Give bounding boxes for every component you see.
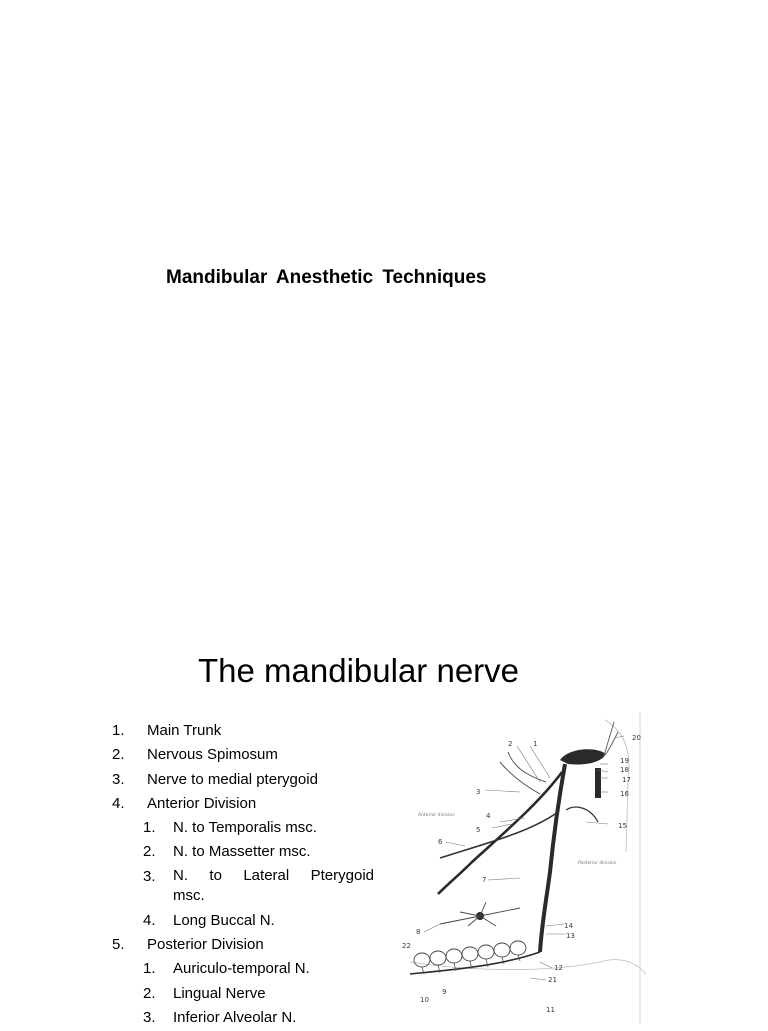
diagram-label: 9 [442, 988, 447, 996]
list-number: 5. [112, 936, 125, 954]
list-number: 2. [112, 746, 125, 764]
list-label: Auriculo-temporal N. [173, 960, 310, 978]
sub-list-item [112, 1007, 374, 1031]
list-label: N. to Massetter msc. [173, 843, 311, 861]
list-number: 1. [143, 960, 156, 978]
list-label-line: N. to Lateral Pterygoid [173, 866, 374, 884]
diagram-label: 11 [546, 1006, 555, 1014]
sub-list-item [112, 841, 374, 865]
list-item [112, 934, 374, 958]
list-number: 2. [143, 984, 156, 1002]
list-label: Lingual Nerve [173, 984, 266, 1002]
list-label: Long Buccal N. [173, 911, 275, 929]
nerve-diagram-svg [400, 712, 650, 1024]
list-number: 3. [143, 1008, 156, 1026]
diagram-label: 2 [508, 740, 513, 748]
list-label [173, 866, 374, 906]
diagram-label: 15 [618, 822, 627, 830]
diagram-label: 21 [548, 976, 557, 984]
diagram-label: 8 [416, 928, 421, 936]
diagram-label: 16 [620, 790, 629, 798]
list-label: Posterior Division [147, 936, 264, 954]
list-item [112, 744, 374, 768]
diagram-label: 12 [554, 964, 563, 972]
diagram-label: 14 [564, 922, 573, 930]
diagram-label: 20 [632, 734, 641, 742]
list-label-line: msc. [173, 886, 205, 904]
list-label: N. to Temporalis msc. [173, 819, 317, 837]
list-label: Main Trunk [147, 722, 222, 739]
diagram-annotation: Posterior division [578, 861, 617, 866]
muscle-block [595, 768, 601, 798]
list-number: 4. [143, 911, 156, 929]
diagram-label: 19 [620, 757, 629, 765]
diagram-label: 5 [476, 826, 481, 834]
list-label: Nervous Spimosum [147, 746, 278, 764]
list-label: Inferior Alveolar N. [173, 1008, 297, 1026]
sub-list-item [112, 958, 374, 982]
diagram-label: 10 [420, 996, 429, 1004]
diagram-label: 6 [438, 838, 443, 846]
diagram-label: 7 [482, 876, 487, 884]
diagram-label: 18 [620, 766, 629, 774]
mandibular-nerve-diagram [400, 712, 650, 1024]
diagram-label: 4 [486, 812, 491, 820]
list-item [112, 720, 374, 744]
diagram-label: 3 [476, 788, 481, 796]
diagram-label: 17 [622, 776, 631, 784]
diagram-label: 13 [566, 932, 575, 940]
list-number: 4. [112, 794, 125, 812]
slide-title: The mandibular nerve [198, 652, 520, 689]
sub-list-item [112, 866, 374, 910]
sub-list-item [112, 817, 374, 841]
diagram-annotation: Anterior division [418, 813, 455, 818]
sub-list-item [112, 910, 374, 934]
diagram-label: 22 [402, 942, 411, 950]
list-label: Anterior Division [147, 794, 257, 812]
list-number: 3. [143, 867, 156, 885]
diagram-label: 1 [533, 740, 538, 748]
sub-list-item [112, 983, 374, 1007]
list-number: 1. [112, 722, 125, 739]
list-item [112, 769, 374, 793]
list-item [112, 793, 374, 817]
document-title: Mandibular Anesthetic Techniques [166, 267, 487, 288]
nerve-outline-list [112, 720, 374, 1031]
list-number: 1. [143, 819, 156, 837]
list-number: 2. [143, 843, 156, 861]
list-number: 3. [112, 770, 125, 788]
list-label: Nerve to medial pterygoid [147, 770, 318, 788]
